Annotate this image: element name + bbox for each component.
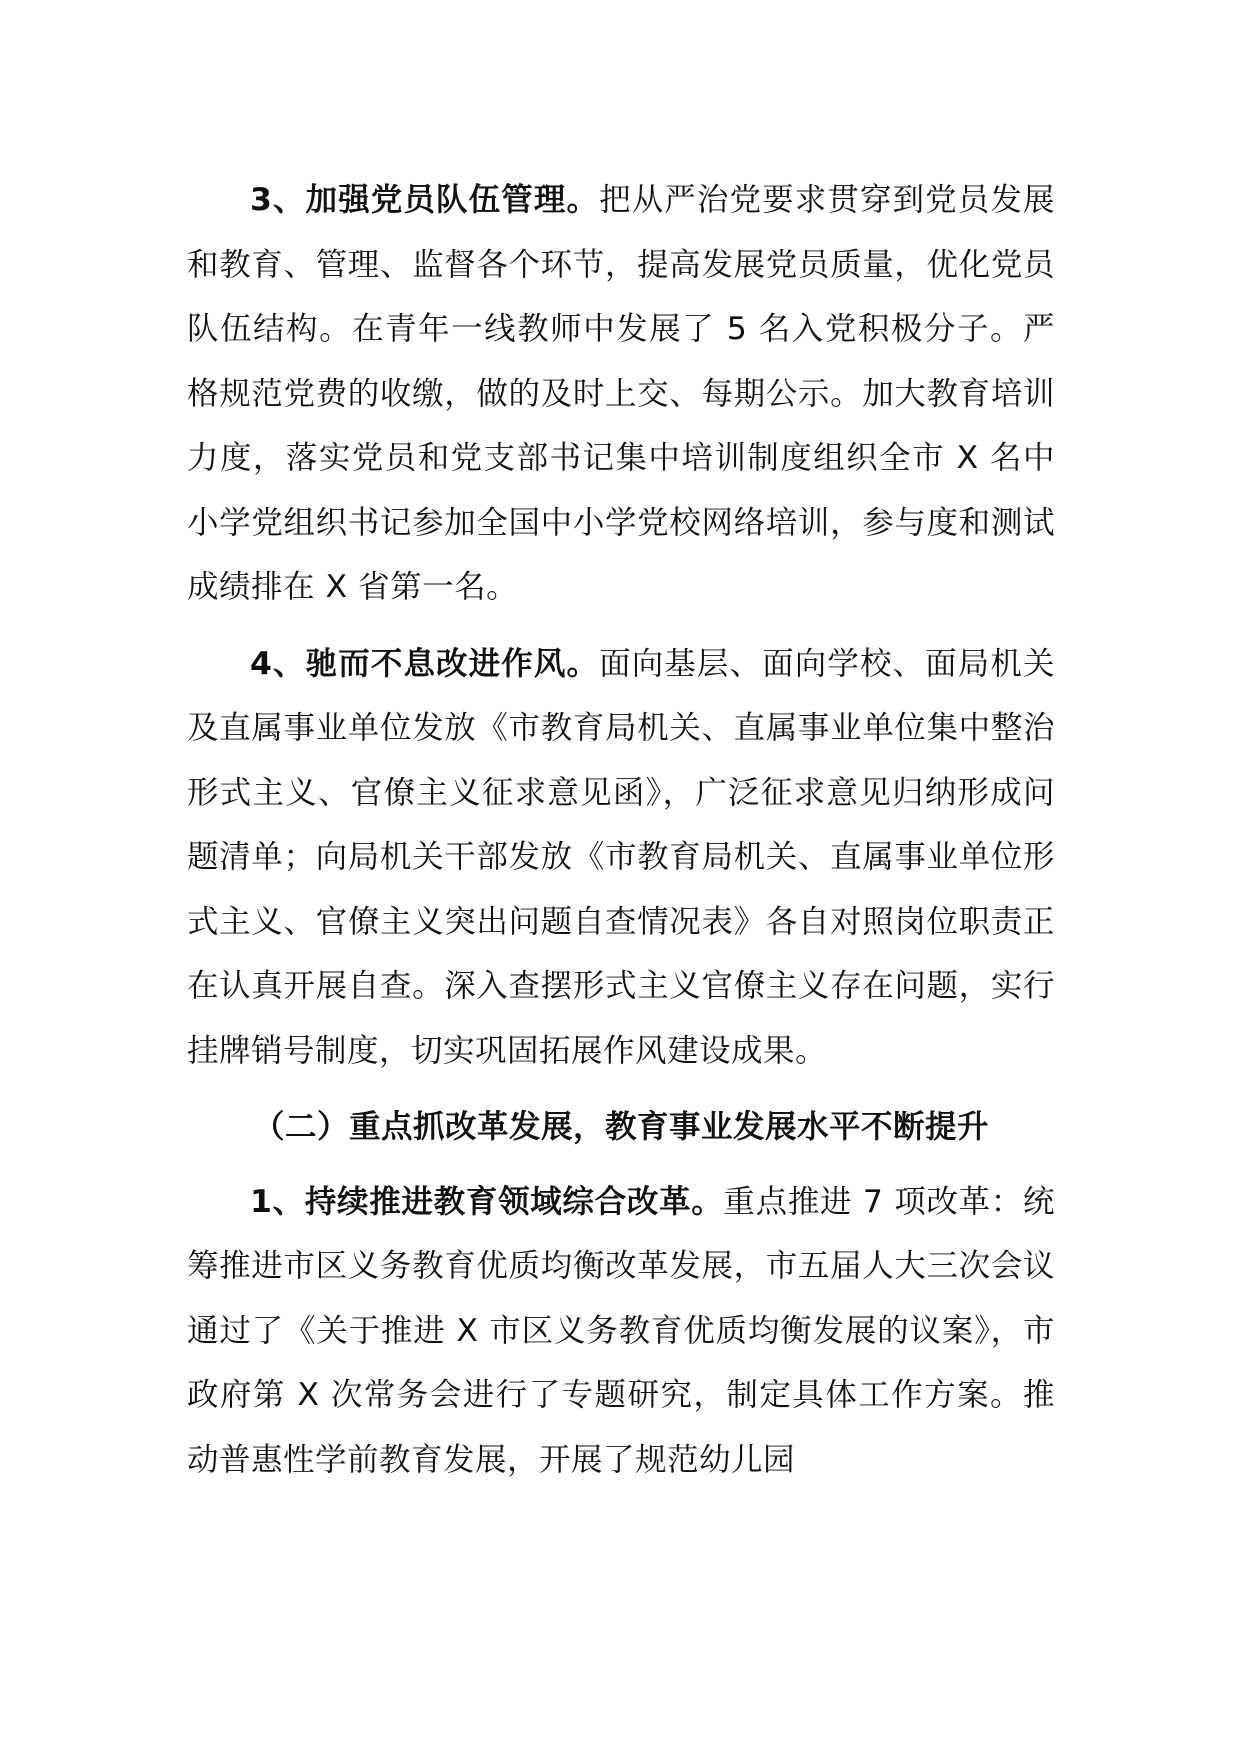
paragraph-lead: 3、加强党员队伍管理。: [250, 182, 600, 218]
document-body: [187, 168, 1055, 1504]
paragraph-lead: 4、驰而不息改进作风。: [250, 645, 600, 682]
paragraph-text: 重点推进 7 项改革：统筹推进市区义务教育优质均衡改革发展，市五届人大三次会议通过了《关于推进 X 市区义务教育优质均衡发展的议案》，市政府第 X 次常务会进行了专题研究，制定具体工作方案。推动普惠性学前教育发展，开展了规范幼儿园: [187, 1183, 1055, 1478]
paragraph-education-reform: [187, 1170, 1055, 1493]
paragraph-text: 面向基层、面向学校、面局机关及直属事业单位发放《市教育局机关、直属事业单位集中整治形式主义、官僚主义征求意见函》，广泛征求意见归纳形成问题清单；向局机关干部发放《市教育局机关、直属事业单位形式主义、官僚主义突出问题自查情况表》各自对照岗位职责正在认真开展自查。深入查摆形式主义官僚主义存在问题，实行挂牌销号制度，切实巩固拓展作风建设成果。: [187, 645, 1055, 1069]
paragraph-lead: 1、持续推进教育领域综合改革。: [250, 1183, 724, 1220]
paragraph-improve-work-style: [187, 632, 1055, 1084]
section-heading: （二）重点抓改革发展，教育事业发展水平不断提升: [252, 1109, 989, 1145]
paragraph-text: 把从严治党要求贯穿到党员发展和教育、管理、监督各个环节，提高发展党员质量，优化党员队伍结构。在青年一线教师中发展了 5 名入党积极分子。严格规范党费的收缴，做的及时上交、每期公示。加大教育培训力度，落实党员和党支部书记集中培训制度组织全市 X 名中小学党组织书记参加全国中小学党校网络培训，参与度和测试成绩排在 X 省第一名。: [187, 182, 1055, 605]
paragraph-party-member-management: [187, 168, 1055, 620]
